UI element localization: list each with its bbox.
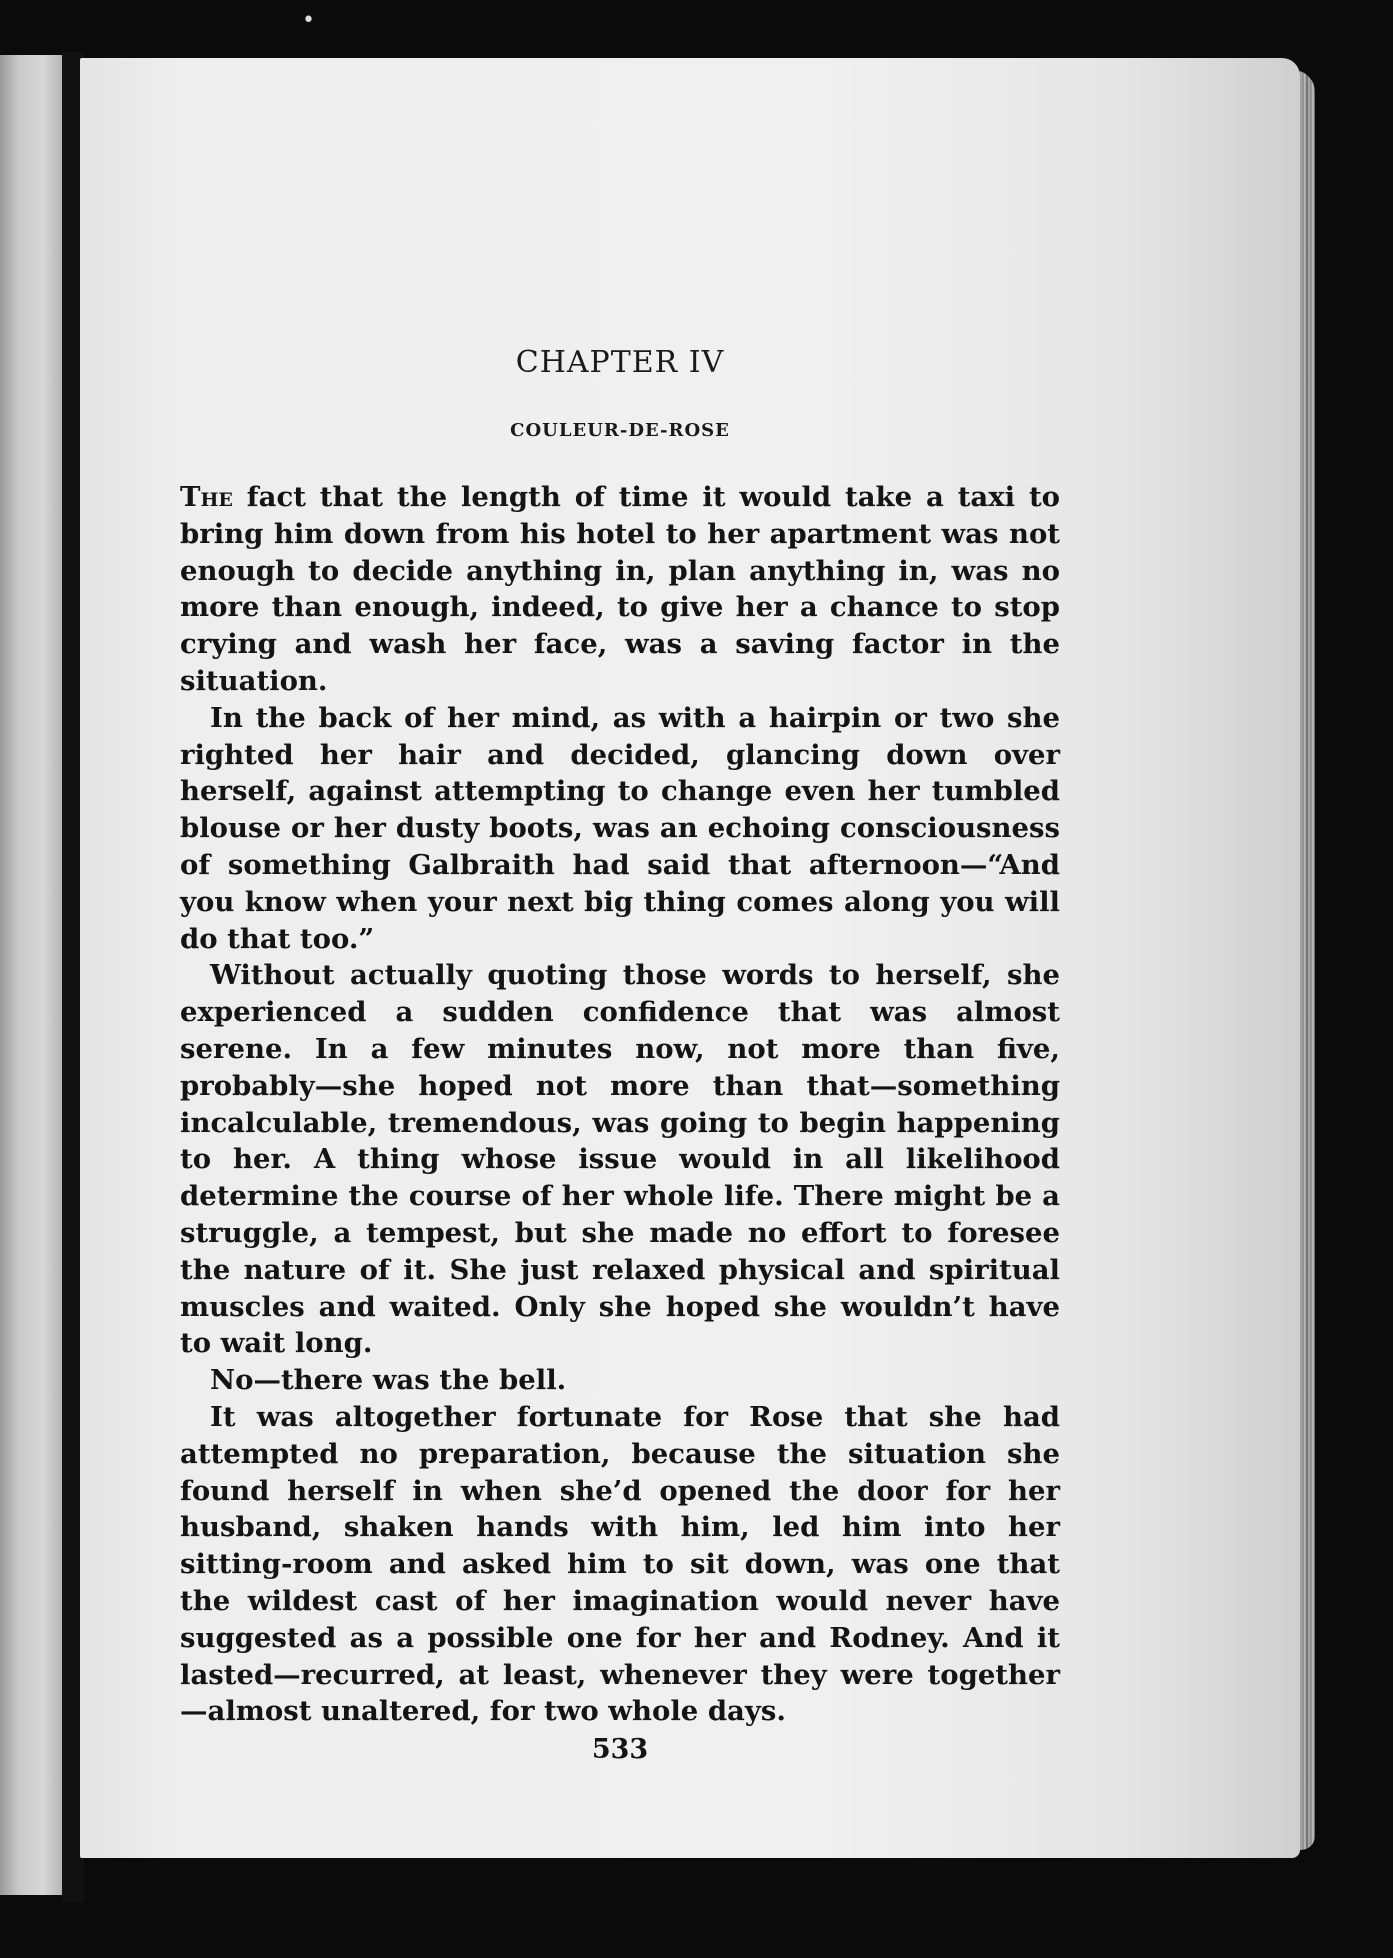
- scan-speck: •: [302, 8, 315, 33]
- chapter-title: CHAPTER IV: [515, 345, 725, 380]
- facing-page-edge: [0, 55, 68, 1895]
- page-number: 533: [591, 1734, 649, 1766]
- paragraph-3: Without actually quoting those words to herself, she experienced a sudden confidence that was almost serene. In a few minutes now, not more than five, probably—she hoped not more than that—something incalculable, tremendous, was going to begin happening to her. A thing whose issue would in all likelihood determine the course of her whole life. There might be a struggle, a tempest, but she made no effort to foresee the nature of it. She just relaxed physical and spiritual muscles and waited. Only she hoped she wouldn’t have to wait long.: [180, 959, 1060, 1360]
- paragraph-text: fact that the length of time it would take a taxi to bring him down from his hotel to her apartment was not enough to decide anything in, plan anything in, was no more than enough, indeed, to give her a chance to stop crying and wash her face, was a saving factor in the situation.: [180, 481, 1060, 697]
- paragraph-1: [180, 479, 1060, 700]
- paragraph-lead-word: The: [180, 481, 233, 513]
- paragraph-5: It was altogether fortunate for Rose that she had attempted no preparation, because the situation she found herself in when she’d opened the door for her husband, shaken hands with him, led him into her sitting-room and asked him to sit down, was one that the wildest cast of her imagination would never have suggested as a possible one for her and Rodney. And it lasted—recurred, at least, whenever they were together —almost unaltered, for two whole days.: [180, 1400, 1060, 1728]
- chapter-subtitle: COULEUR-DE-ROSE: [510, 420, 730, 441]
- paragraph-4: No—there was the bell.: [210, 1364, 567, 1397]
- page-content: [180, 345, 1060, 1765]
- paragraph-2: In the back of her mind, as with a hairpin or two she righted her hair and decided, glancing down over herself, against attempting to change even her tumbled blouse or her dusty boots, was an echoing consciousness of something Galbraith had said that afternoon—“And you know when your next big thing comes along you will do that too.”: [180, 701, 1060, 955]
